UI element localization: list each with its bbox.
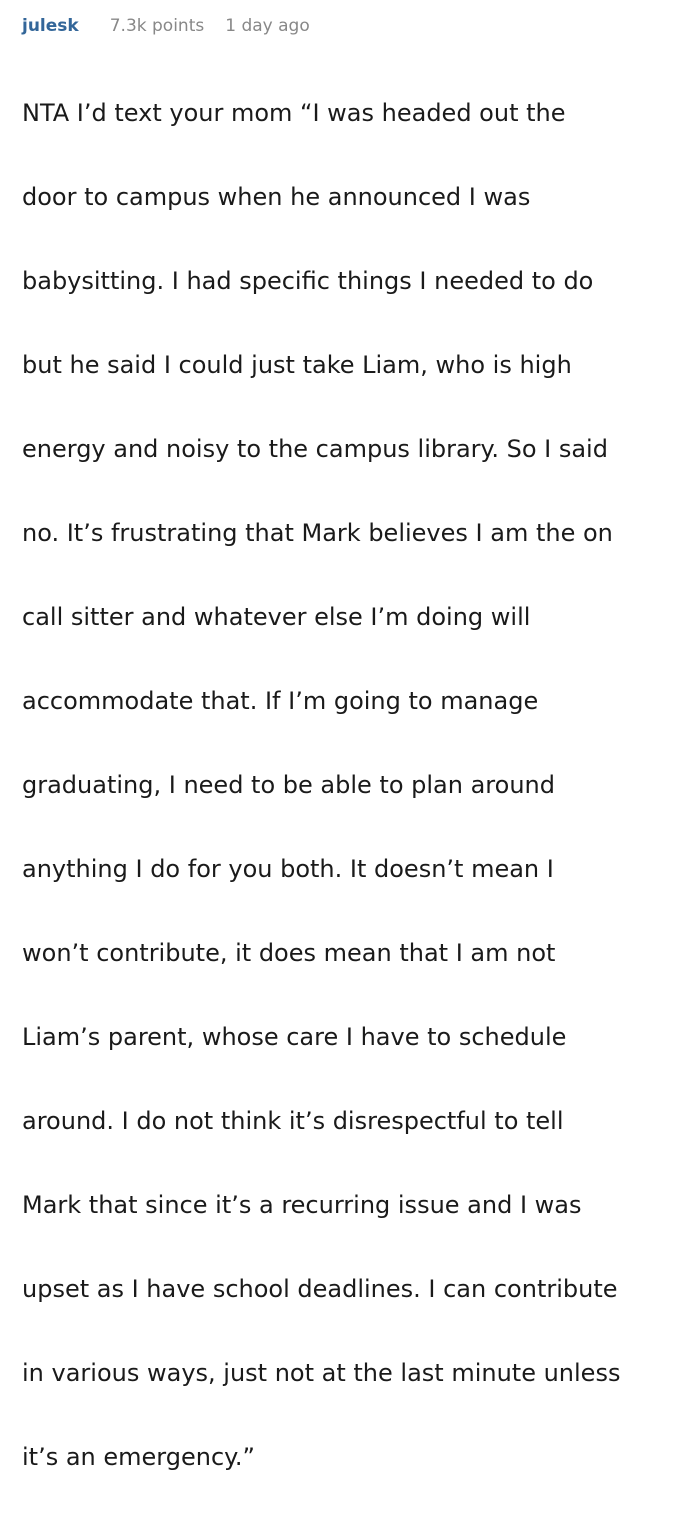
comment-line: NTA I’d text your mom “I was headed out the [22, 99, 566, 127]
comment-line: door to campus when he announced I was [22, 183, 531, 211]
comment-line: in various ways, just not at the last minute unless [22, 1359, 621, 1387]
comment-line: no. It’s frustrating that Mark believes I am the on [22, 519, 613, 547]
comment-line: accommodate that. If I’m going to manage [22, 687, 539, 715]
comment-points: 7.3k points [109, 16, 205, 36]
comment-line: call sitter and whatever else I’m doing will [22, 603, 531, 631]
comment-timestamp[interactable]: 1 day ago [225, 16, 310, 36]
comment-line: energy and noisy to the campus library. So I said [22, 435, 608, 463]
comment-line: anything I do for you both. It doesn’t mean I [22, 855, 554, 883]
comment-body [22, 50, 682, 1520]
comment-line: graduating, I need to be able to plan around [22, 771, 555, 799]
comment-line: it’s an emergency.” [22, 1443, 255, 1471]
comment-line: around. I do not think it’s disrespectful to tell [22, 1107, 564, 1135]
comment-line: Liam’s parent, whose care I have to schedule [22, 1023, 567, 1051]
comment-meta [22, 16, 700, 46]
comment-line: won’t contribute, it does mean that I am not [22, 939, 556, 967]
comment-line: Mark that since it’s a recurring issue and I was [22, 1191, 582, 1219]
comment-line: upset as I have school deadlines. I can contribute [22, 1275, 618, 1303]
comment-author-link[interactable]: julesk [22, 16, 79, 36]
comment-line: but he said I could just take Liam, who is high [22, 351, 572, 379]
comment-line: babysitting. I had specific things I needed to do [22, 267, 594, 295]
